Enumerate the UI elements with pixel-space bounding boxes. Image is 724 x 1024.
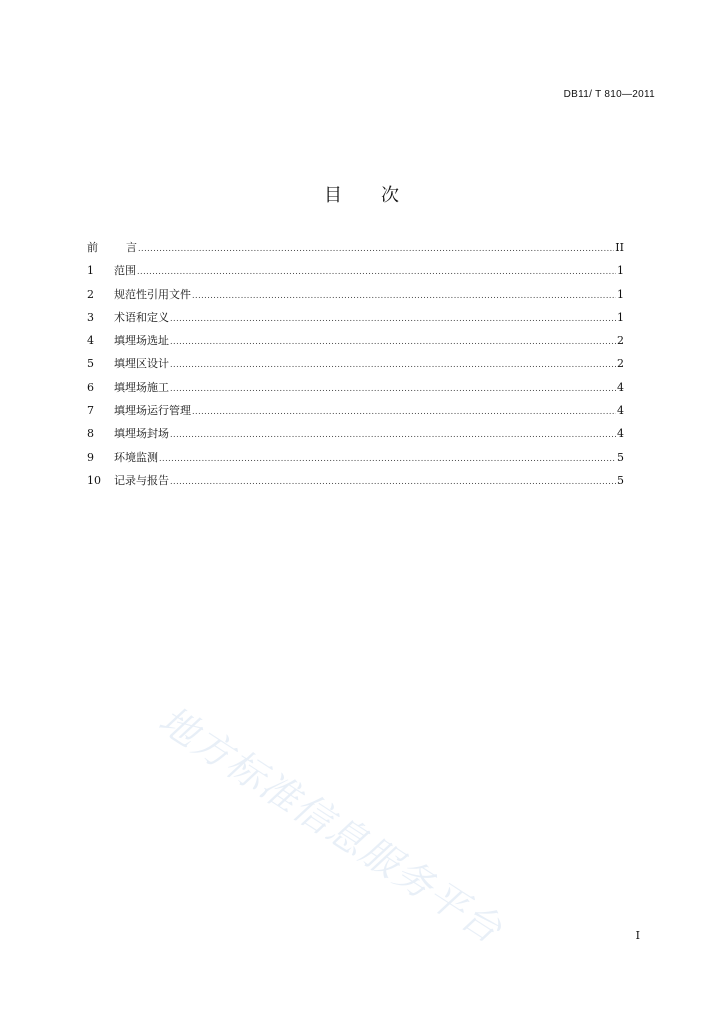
toc-entry-title: 填埋区设计 — [114, 357, 169, 371]
toc-entry-page: 5 — [617, 473, 624, 487]
toc-entry[interactable] — [87, 380, 624, 403]
toc-title-part2: 次 — [381, 185, 400, 206]
document-code: DB11/ T 810—2011 — [563, 89, 655, 100]
toc-entry-page: II — [615, 241, 624, 254]
toc-entry[interactable] — [87, 263, 624, 286]
toc-leader-dots — [170, 311, 616, 327]
toc-entry-title: 填埋场选址 — [114, 334, 169, 348]
toc-entry-page: 5 — [617, 450, 624, 464]
toc-entry-number: 9 — [87, 450, 94, 464]
toc-entry-page: 4 — [617, 427, 624, 441]
toc-entry[interactable] — [87, 356, 624, 379]
toc-leader-dots — [192, 288, 616, 304]
toc-entry-number: 8 — [87, 427, 94, 441]
toc-entry-title: 范围 — [114, 264, 136, 278]
toc-entry[interactable] — [87, 287, 624, 310]
page-number: I — [635, 929, 640, 942]
toc-entry-page: 1 — [617, 310, 624, 324]
toc-entry-number: 10 — [87, 473, 101, 487]
toc-leader-dots — [170, 474, 616, 490]
toc-leader-dots — [138, 241, 614, 257]
toc-entry-title: 前 言 — [87, 241, 137, 254]
toc-entry-title: 记录与报告 — [114, 473, 169, 487]
toc-entry-preface[interactable] — [87, 240, 624, 263]
toc-entry-page: 4 — [617, 404, 624, 418]
toc-leader-dots — [170, 427, 616, 443]
toc-entry-page: 1 — [617, 287, 624, 301]
toc-entry-title: 规范性引用文件 — [114, 287, 191, 301]
toc-entry-number: 5 — [87, 357, 94, 371]
toc-entry[interactable] — [87, 473, 624, 496]
toc-title-part1: 目 — [324, 185, 343, 206]
toc-entry[interactable] — [87, 310, 624, 333]
toc-entry[interactable] — [87, 450, 624, 473]
toc-entry-number: 2 — [87, 287, 94, 301]
toc-entry-number: 7 — [87, 404, 94, 418]
toc-leader-dots — [192, 404, 616, 420]
toc-title — [0, 181, 724, 207]
watermark: 地方标准信息服务平台 — [151, 697, 511, 953]
toc-entry-page: 2 — [617, 334, 624, 348]
toc-entry-number: 1 — [87, 264, 94, 278]
toc-entry-number: 6 — [87, 380, 94, 394]
toc-entry[interactable] — [87, 403, 624, 426]
toc-entry[interactable] — [87, 426, 624, 449]
toc-entry-number: 3 — [87, 310, 94, 324]
table-of-contents — [87, 240, 624, 496]
toc-entry-number: 4 — [87, 334, 94, 348]
toc-entry-title: 填埋场施工 — [114, 380, 169, 394]
toc-leader-dots — [137, 264, 616, 280]
toc-leader-dots — [170, 334, 616, 350]
toc-entry[interactable] — [87, 333, 624, 356]
toc-entry-title: 填埋场运行管理 — [114, 404, 191, 418]
toc-entry-title: 填埋场封场 — [114, 427, 169, 441]
toc-entry-page: 1 — [617, 264, 624, 278]
toc-leader-dots — [159, 451, 616, 467]
toc-entry-title: 术语和定义 — [114, 310, 169, 324]
toc-entry-page: 2 — [617, 357, 624, 371]
toc-entry-page: 4 — [617, 380, 624, 394]
toc-entry-title: 环境监测 — [114, 450, 158, 464]
toc-leader-dots — [170, 357, 616, 373]
toc-leader-dots — [170, 381, 616, 397]
